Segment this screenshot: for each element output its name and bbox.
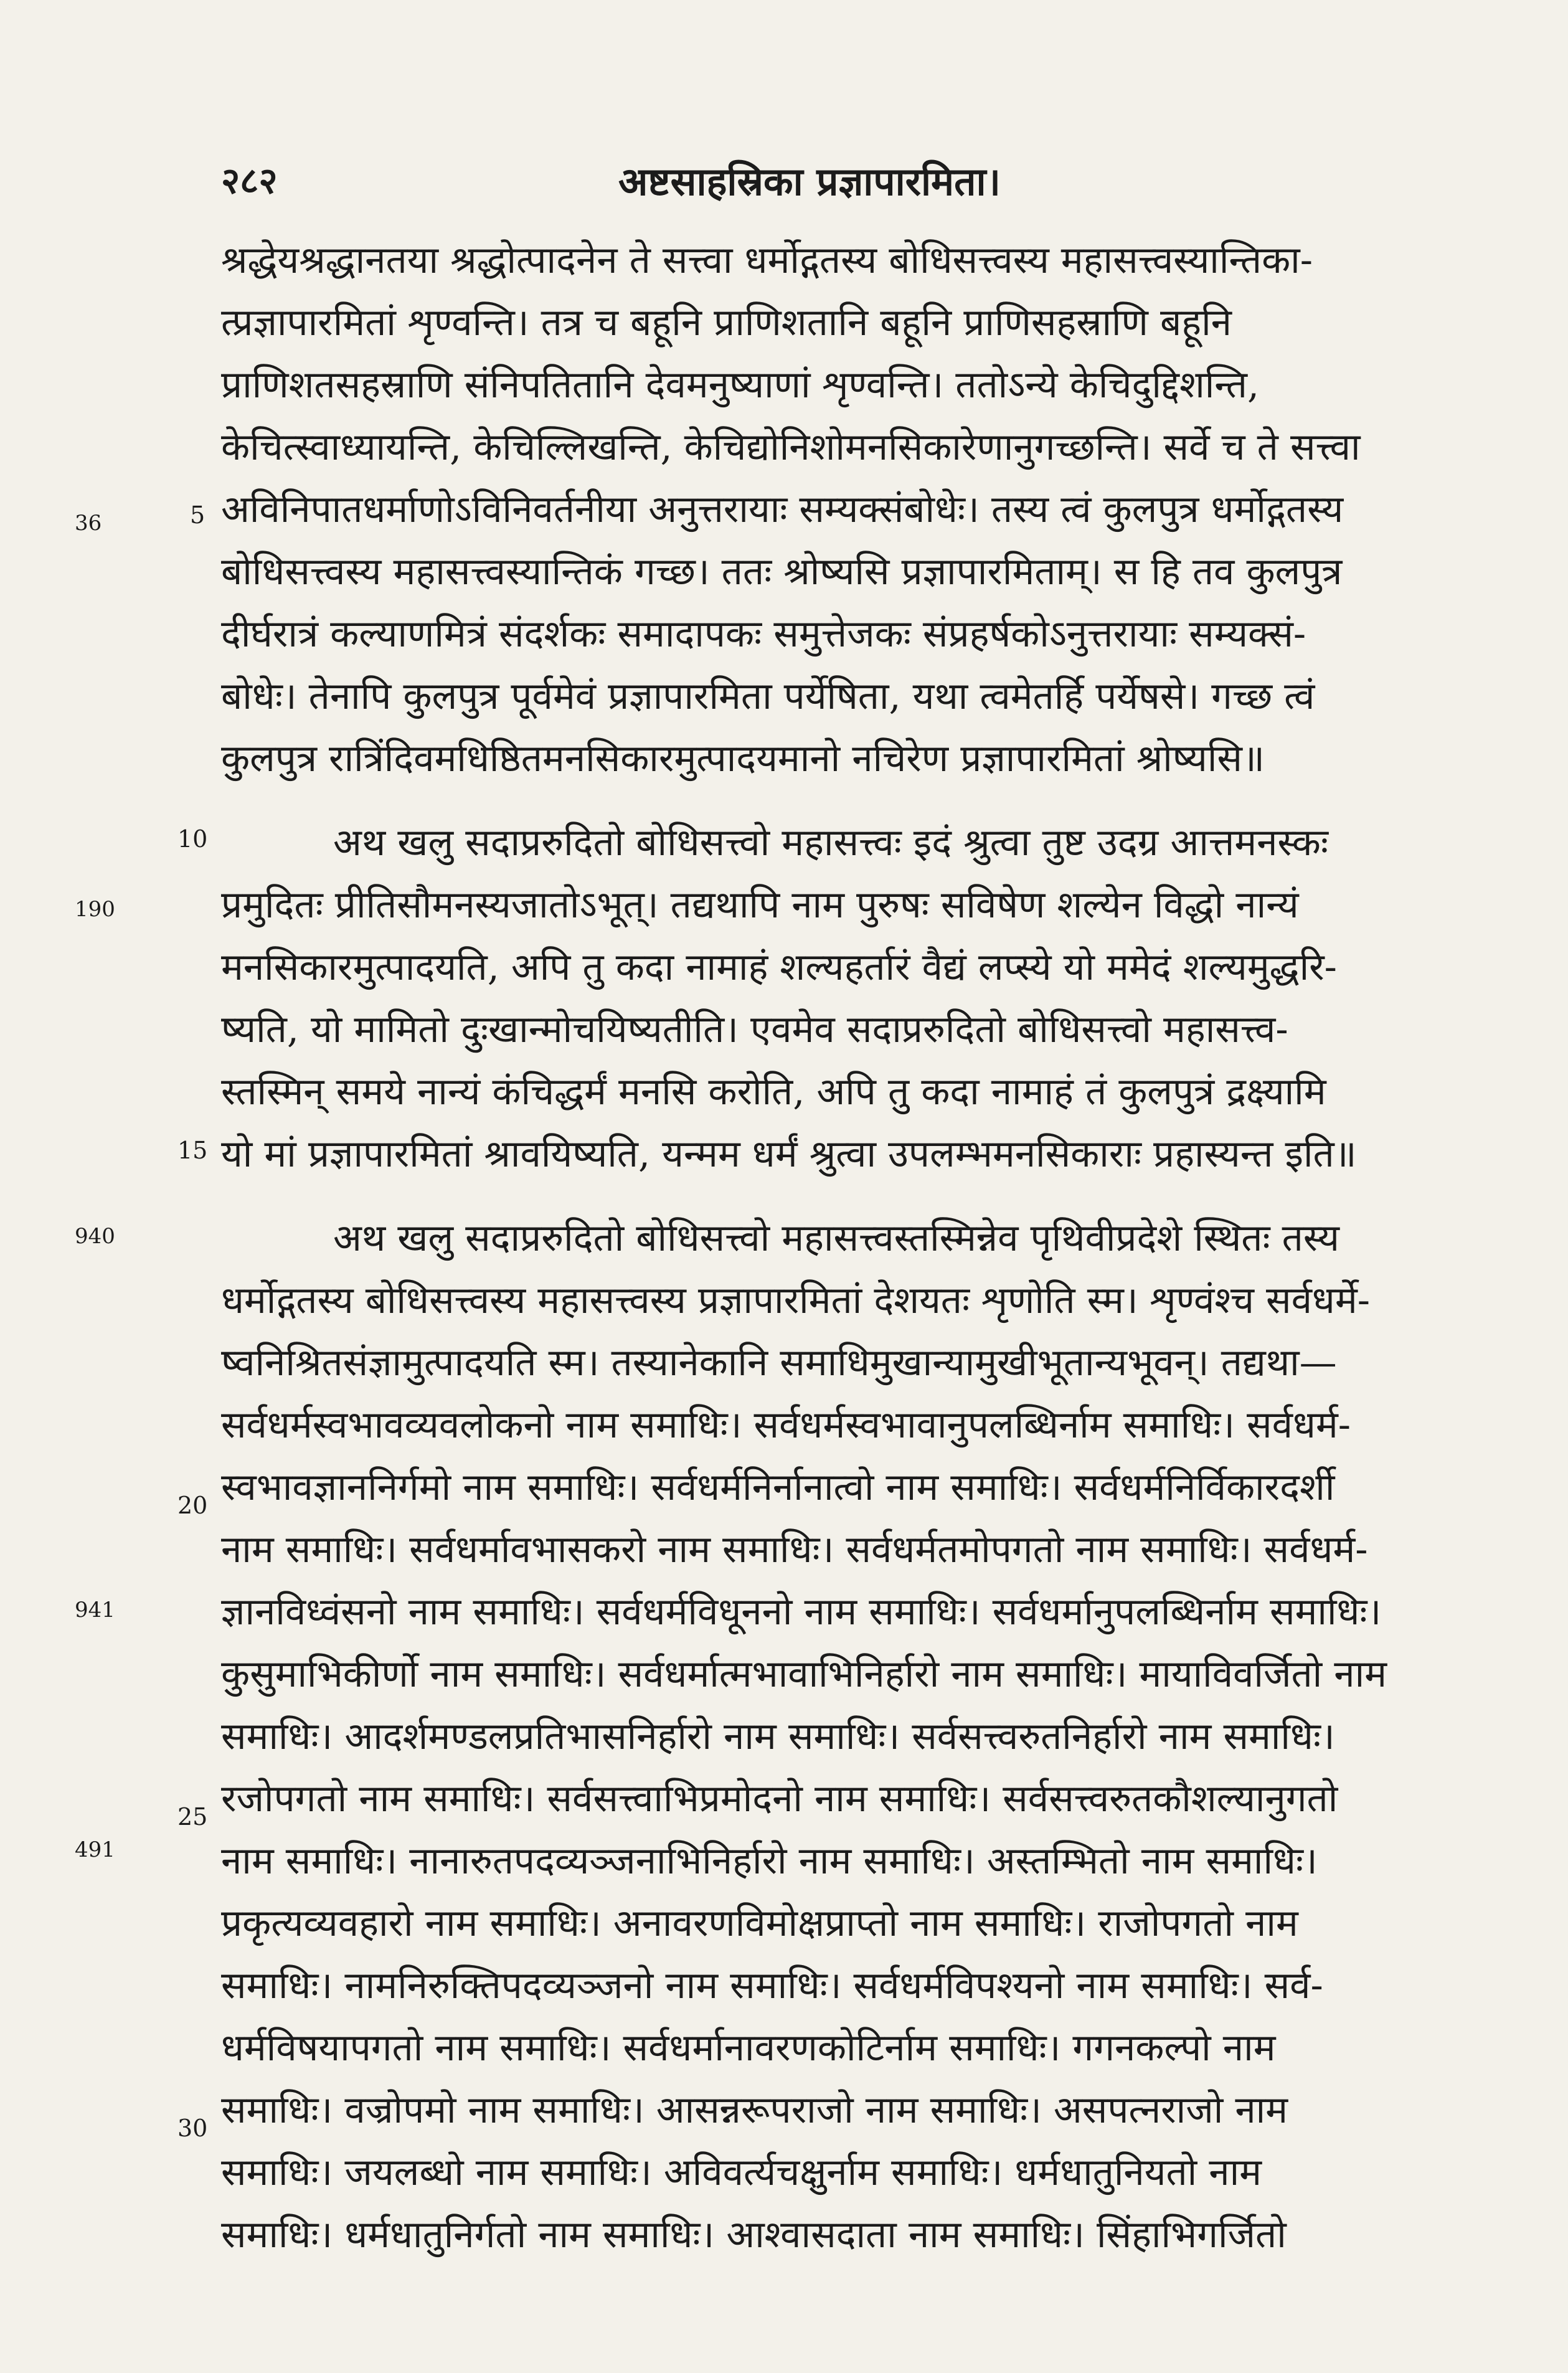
text-line: मनसिकारमुत्पादयति, अपि तु कदा नामाहं शल्यहर्तारं वैद्यं लप्स्ये यो ममेदं शल्यमुद्धरि- xyxy=(221,945,1337,989)
text-line: समाधिः। जयलब्धो नाम समाधिः। अविवर्त्यचक्षुर्नाम समाधिः। धर्मधातुनियतो नाम xyxy=(221,2151,1262,2194)
text-line: धर्मविषयापगतो नाम समाधिः। सर्वधर्मानावरणकोटिर्नाम समाधिः। गगनकल्पो नाम xyxy=(221,2026,1276,2070)
line-number: 20 xyxy=(177,1492,208,1519)
margin-reference-number: 940 xyxy=(75,1224,115,1249)
line-number: 15 xyxy=(177,1137,208,1164)
text-line: सर्वधर्मस्वभावव्यवलोकनो नाम समाधिः। सर्वधर्मस्वभावानुपलब्धिर्नाम समाधिः। सर्वधर्म- xyxy=(221,1403,1351,1447)
text-line: कुसुमाभिकीर्णो नाम समाधिः। सर्वधर्मात्मभावाभिनिर्हारो नाम समाधिः। मायाविवर्जितो नाम xyxy=(221,1652,1387,1696)
text-line: प्रमुदितः प्रीतिसौमनस्यजातोऽभूत्। तद्यथापि नाम पुरुषः सविषेण शल्येन विद्धो नान्यं xyxy=(221,883,1299,927)
margin-reference-number: 36 xyxy=(75,511,102,536)
text-line: ज्ञानविध्वंसनो नाम समाधिः। सर्वधर्मविधूननो नाम समाधिः। सर्वधर्मानुपलब्धिर्नाम समाधिः। xyxy=(221,1590,1382,1634)
running-title: अष्टसाहस्रिका प्रज्ञापारमिता। xyxy=(618,159,1001,204)
line-number: 30 xyxy=(177,2115,208,2142)
text-line: समाधिः। धर्मधातुनिर्गतो नाम समाधिः। आश्वासदाता नाम समाधिः। सिंहाभिगर्जितो xyxy=(221,2213,1287,2257)
text-line: समाधिः। नामनिरुक्तिपदव्यञ्जनो नाम समाधिः। सर्वधर्मविपश्यनो नाम समाधिः। सर्व- xyxy=(221,1964,1323,2007)
text-line: अथ खलु सदाप्ररुदितो बोधिसत्त्वो महासत्त्वः इदं श्रुत्वा तुष्ट उदग्र आत्तमनस्कः xyxy=(333,821,1328,864)
text-line: त्प्रज्ञापारमितां शृण्वन्ति। तत्र च बहूनि प्राणिशतानि बहूनि प्राणिसहस्राणि बहूनि xyxy=(221,301,1232,344)
text-line: रजोपगतो नाम समाधिः। सर्वसत्त्वाभिप्रमोदनो नाम समाधिः। सर्वसत्त्वरुतकौशल्यानुगतो xyxy=(221,1777,1338,1821)
text-line: समाधिः। आदर्शमण्डलप्रतिभासनिर्हारो नाम समाधिः। सर्वसत्त्वरुतनिर्हारो नाम समाधिः। xyxy=(221,1715,1335,1758)
text-line: प्रकृत्यव्यवहारो नाम समाधिः। अनावरणविमोक्षप्राप्तो नाम समाधिः। राजोपगतो नाम xyxy=(221,1902,1298,1945)
page-header xyxy=(221,154,1398,204)
text-line: अविनिपातधर्माणोऽविनिवर्तनीया अनुत्तरायाः सम्यक्संबोधेः। तस्य त्वं कुलपुत्र धर्मोद्गतस्य xyxy=(221,488,1344,531)
text-line: प्राणिशतसहस्राणि संनिपतितानि देवमनुष्याणां शृण्वन्ति। ततोऽन्ये केचिदुद्दिशन्ति, xyxy=(221,363,1260,407)
line-number: 25 xyxy=(177,1803,208,1831)
text-line: यो मां प्रज्ञापारमितां श्रावयिष्यति, यन्मम धर्मं श्रुत्वा उपलम्भमनसिकाराः प्रहास्यन्त इति॥ xyxy=(221,1132,1357,1176)
margin-reference-number: 190 xyxy=(75,897,115,922)
text-line: समाधिः। वज्रोपमो नाम समाधिः। आसन्नरूपराजो नाम समाधिः। असपत्नराजो नाम xyxy=(221,2088,1288,2132)
text-line: ष्यति, यो मामितो दुःखान्मोचयिष्यतीति। एवमेव सदाप्ररुदितो बोधिसत्त्वो महासत्त्व- xyxy=(221,1008,1288,1051)
text-line: नाम समाधिः। नानारुतपदव्यञ्जनाभिनिर्हारो नाम समाधिः। अस्तम्भितो नाम समाधिः। xyxy=(221,1839,1318,1883)
text-line: दीर्घरात्रं कल्याणमित्रं संदर्शकः समादापकः समुत्तेजकः संप्रहर्षकोऽनुत्तरायाः सम्यक्सं- xyxy=(221,612,1306,656)
line-number: 5 xyxy=(190,501,205,529)
margin-reference-number: 491 xyxy=(75,1837,115,1862)
page-number: २८२ xyxy=(221,159,278,202)
margin-reference-number: 941 xyxy=(75,1598,115,1622)
text-line: केचित्स्वाध्यायन्ति, केचिल्लिखन्ति, केचिद्योनिशोमनसिकारेणानुगच्छन्ति। सर्वे च ते सत्त्वा xyxy=(221,425,1361,469)
text-line: स्तस्मिन् समये नान्यं कंचिद्धर्मं मनसि करोति, अपि तु कदा नामाहं तं कुलपुत्रं द्रक्ष्यामि xyxy=(221,1070,1326,1114)
text-line: बोधेः। तेनापि कुलपुत्र पूर्वमेवं प्रज्ञापारमिता पर्येषिता, यथा त्वमेतर्हि पर्येषसे। गच्छ त्वं xyxy=(221,675,1315,718)
text-line: बोधिसत्त्वस्य महासत्त्वस्यान्तिकं गच्छ। ततः श्रोष्यसि प्रज्ञापारमिताम्। स हि तव कुलपुत्र xyxy=(221,550,1343,594)
text-line: नाम समाधिः। सर्वधर्मावभासकरो नाम समाधिः। सर्वधर्मतमोपगतो नाम समाधिः। सर्वधर्म- xyxy=(221,1528,1368,1571)
text-line: अथ खलु सदाप्ररुदितो बोधिसत्त्वो महासत्त्वस्तस्मिन्नेव पृथिवीप्रदेशे स्थितः तस्य xyxy=(333,1216,1339,1260)
text-line: धर्मोद्गतस्य बोधिसत्त्वस्य महासत्त्वस्य प्रज्ञापारमितां देशयतः शृणोति स्म। शृण्वंश्च सर्वधर्मे- xyxy=(221,1279,1370,1322)
line-number: 10 xyxy=(177,825,208,853)
text-line: श्रद्धेयश्रद्धानतया श्रद्धोत्पादनेन ते सत्त्वा धर्मोद्गतस्य बोधिसत्त्वस्य महासत्त्वस्यान्तिका- xyxy=(221,239,1313,282)
text-line: ष्वनिश्रितसंज्ञामुत्पादयति स्म। तस्यानेकानि समाधिमुखान्यामुखीभूतान्यभूवन्। तद्यथा— xyxy=(221,1341,1337,1385)
text-line: स्वभावज्ञाननिर्गमो नाम समाधिः। सर्वधर्मनिर्नानात्वो नाम समाधिः। सर्वधर्मनिर्विकारदर्शी xyxy=(221,1466,1335,1509)
text-line: कुलपुत्र रात्रिंदिवमधिष्ठितमनसिकारमुत्पादयमानो नचिरेण प्रज्ञापारमितां श्रोष्यसि॥ xyxy=(221,737,1265,780)
